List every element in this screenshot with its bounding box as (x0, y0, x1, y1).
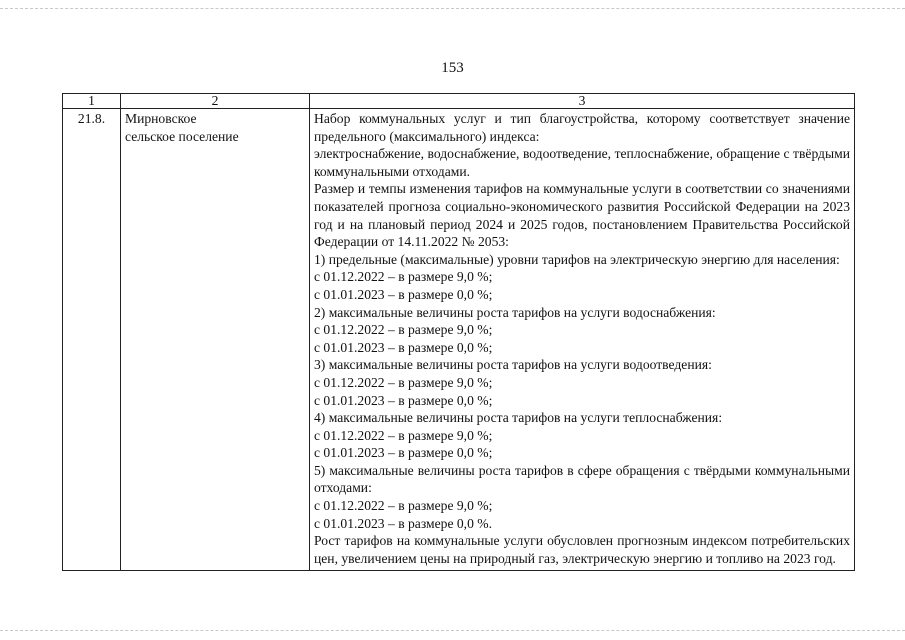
paragraph-basis: Размер и темпы изменения тарифов на коммунальные услуги в соответствии со значениями показателей прогноза социально-экономического развития Российской Федерации на 2023 год и на плановый период 2024 и 2025 годов, постановлением Правительства Российской Федерации от 14.11.2022 № 2053: (314, 181, 850, 250)
column-header-1: 1 (63, 94, 121, 109)
rate-line: с 01.01.2023 – в размере 0,0 %; (314, 445, 493, 461)
rate-line: с 01.01.2023 – в размере 0,0 %; (314, 392, 493, 408)
scan-edge-top (0, 8, 905, 9)
rate-line: с 01.01.2023 – в размере 0,0 %. (314, 515, 492, 531)
scan-edge-bottom (0, 630, 905, 631)
tariff-table (62, 93, 855, 571)
item-electricity: 1) предельные (максимальные) уровни тарифов на электрическую энергию для населения: (314, 251, 840, 267)
paragraph-intro: Набор коммунальных услуг и тип благоустройства, которому соответствует значение предельного (максимального) индекса: (314, 111, 850, 144)
item-solid-waste: 5) максимальные величины роста тарифов в сфере обращения с твёрдыми коммунальными отходами: (314, 462, 850, 496)
rate-line: с 01.12.2022 – в размере 9,0 %; (314, 322, 493, 338)
item-heat-supply: 4) максимальные величины роста тарифов на услуги теплоснабжения: (314, 410, 723, 426)
rate-line: с 01.12.2022 – в размере 9,0 %; (314, 269, 493, 285)
table-header-row (63, 94, 855, 109)
table-row (63, 109, 855, 571)
settlement-name-line-2: сельское поселение (125, 128, 239, 144)
rate-line: с 01.12.2022 – в размере 9,0 %; (314, 374, 493, 390)
rate-line: с 01.12.2022 – в размере 9,0 %; (314, 427, 493, 443)
item-water-supply: 2) максимальные величины роста тарифов на услуги водоснабжения: (314, 304, 716, 320)
tariff-description (310, 109, 855, 571)
item-water-disposal: 3) максимальные величины роста тарифов на услуги водоотведения: (314, 357, 712, 373)
paragraph-services: электроснабжение, водоснабжение, водоотведение, теплоснабжение, обращение с твёрдыми коммунальными отходами. (314, 146, 850, 179)
rate-line: с 01.01.2023 – в размере 0,0 %; (314, 339, 493, 355)
page-number: 153 (441, 60, 464, 76)
settlement-name-line-1: Мирновское (125, 111, 197, 126)
column-header-3: 3 (310, 94, 855, 109)
paragraph-conclusion: Рост тарифов на коммунальные услуги обусловлен прогнозным индексом потребительских цен, увеличением цены на природный газ, электрическую энергию и топливо на 2023 год. (314, 533, 850, 566)
row-number: 21.8. (63, 109, 121, 571)
rate-line: с 01.01.2023 – в размере 0,0 %; (314, 286, 493, 302)
rate-line: с 01.12.2022 – в размере 9,0 %; (314, 498, 493, 514)
settlement-name (121, 109, 310, 571)
column-header-2: 2 (121, 94, 310, 109)
